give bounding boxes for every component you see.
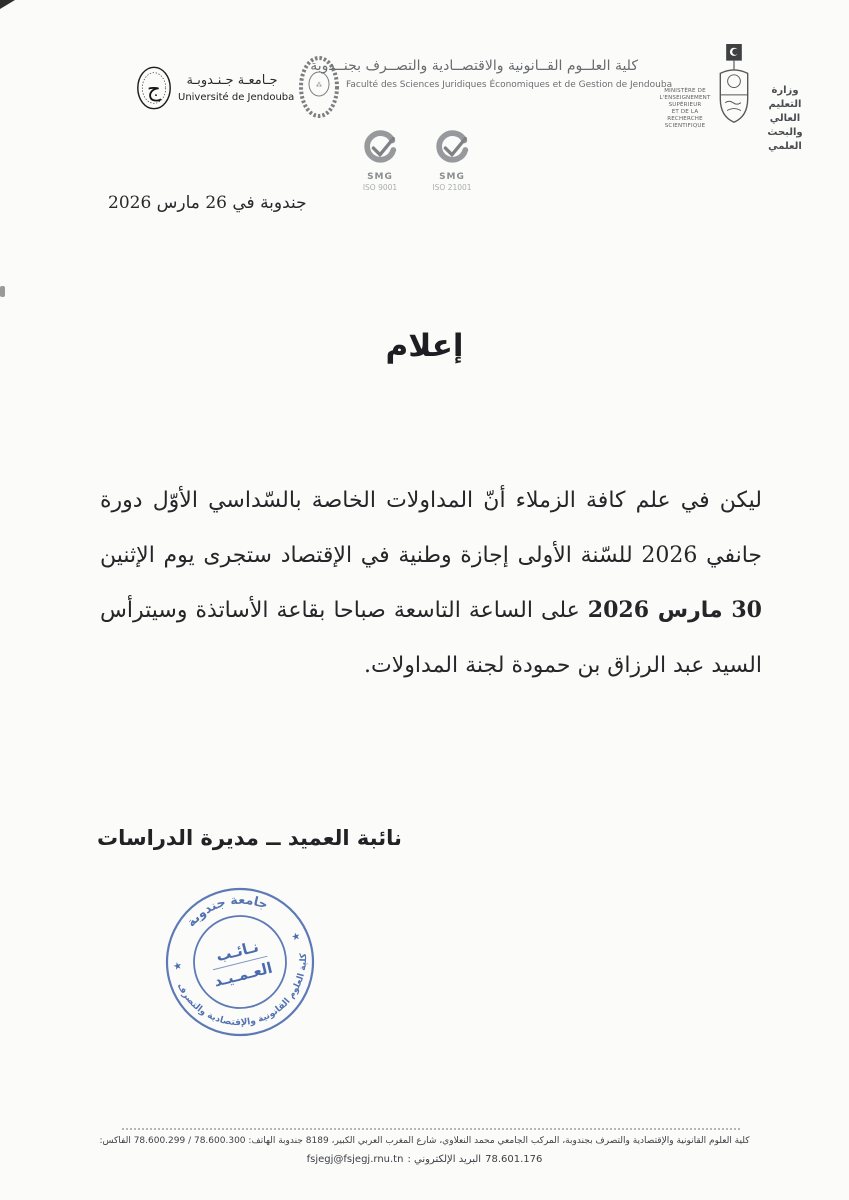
badge-org-label: SMG — [439, 172, 465, 182]
university-name-arabic: جـامعـة جـنـدوبـة — [186, 73, 278, 88]
footer-address-line: كلية العلوم القانونية والإقتصادية والتصرف بجندوبة، المركب الجامعي محمد النعلاوي، شارع المغرب العربي الكبير، 8189 جندوبة الهاتف: 78.600.300 / 78.600.299 الفاكس: — [99, 1136, 750, 1146]
ministry-name-french — [655, 88, 715, 130]
footer-fax-number: 78.601.176 — [485, 1154, 543, 1165]
ministry-logo — [655, 44, 815, 152]
ministry-fr-line: MINISTÈRE DE — [664, 88, 706, 94]
badge-org-label: SMG — [367, 172, 393, 182]
ministry-ar-line: وزارة التعليم العالي — [768, 85, 802, 124]
body-line — [100, 583, 762, 638]
body-line-rest: على الساعة التاسعة صباحا بقاعة الأساتذة وسيترأس — [100, 598, 580, 623]
ministry-fr-line: L'ENSEIGNEMENT SUPÉRIEUR — [659, 95, 711, 108]
footer-email-label: البريد الإلكتروني : — [407, 1154, 482, 1165]
certification-check-icon — [433, 130, 471, 168]
body-line: ليكن في علم كافة الزملاء أنّ المداولات الخاصة بالسّداسي الأوّل دورة — [100, 488, 762, 513]
footer-email: fsjegj@fsjegj.rnu.tn — [306, 1154, 404, 1165]
stamp-center-line1: نـائـب — [214, 937, 261, 966]
svg-text:ج: ج — [147, 77, 161, 103]
meeting-date: 30 مارس 2026 — [587, 597, 762, 623]
body-line: السيد عبد الرزاق بن حمودة لجنة المداولات. — [364, 653, 762, 678]
iso-21001-badge — [422, 130, 482, 192]
svg-text:⁂: ⁂ — [316, 82, 322, 89]
stamp-center-line2: العـمـيـد — [212, 958, 275, 991]
iso-9001-badge — [350, 130, 410, 192]
badge-standard-label: ISO 21001 — [432, 183, 472, 192]
body-line: جانفي 2026 للسّنة الأولى إجازة وطنية في الإقتصاد ستجرى يوم الإثنين — [100, 543, 762, 568]
stamp-star-icon: ★ — [290, 930, 302, 944]
signature-title: نائبة العميد ــ مديرة الدراسات — [97, 826, 402, 850]
document-title: إعلام — [385, 328, 464, 364]
footer-divider — [122, 1128, 740, 1130]
badge-standard-label: ISO 9001 — [362, 183, 398, 192]
stamp-ring-bottom-text: كلية العلوم القانونية والإقتصادية والتصرف — [174, 952, 310, 1029]
footer-contact-line — [60, 1154, 789, 1165]
certification-check-icon — [361, 130, 399, 168]
ministry-name-arabic — [755, 84, 815, 154]
ministry-fr-line: SCIENTIFIQUE — [664, 123, 706, 129]
deputy-dean-stamp — [143, 865, 337, 1059]
letter-date: جندوبة في 26 مارس 2026 — [108, 193, 307, 213]
university-emblem-icon — [136, 64, 172, 112]
stamp-ring-top-text: جامعة جندوبة — [183, 891, 271, 930]
tunisia-coat-of-arms-icon — [715, 44, 753, 134]
ministry-fr-line: ET DE LA RECHERCHE — [667, 109, 703, 122]
certification-badges — [350, 130, 482, 192]
scan-artifact-edge — [0, 286, 5, 297]
faculty-name-french: Faculté des Sciences Juridiques Économiques et de Gestion de Jendouba — [346, 80, 673, 90]
ministry-ar-line: والبحث العلمي — [767, 127, 803, 152]
scan-artifact-corner — [0, 0, 15, 9]
stamp-star-icon: ★ — [172, 960, 184, 974]
university-name-french: Université de Jendouba — [178, 92, 295, 103]
faculty-name-arabic: كلية العلــوم القــانونية والاقتصــادية والتصــرف بجنــدوبة — [310, 58, 638, 74]
letter-body — [100, 473, 762, 693]
